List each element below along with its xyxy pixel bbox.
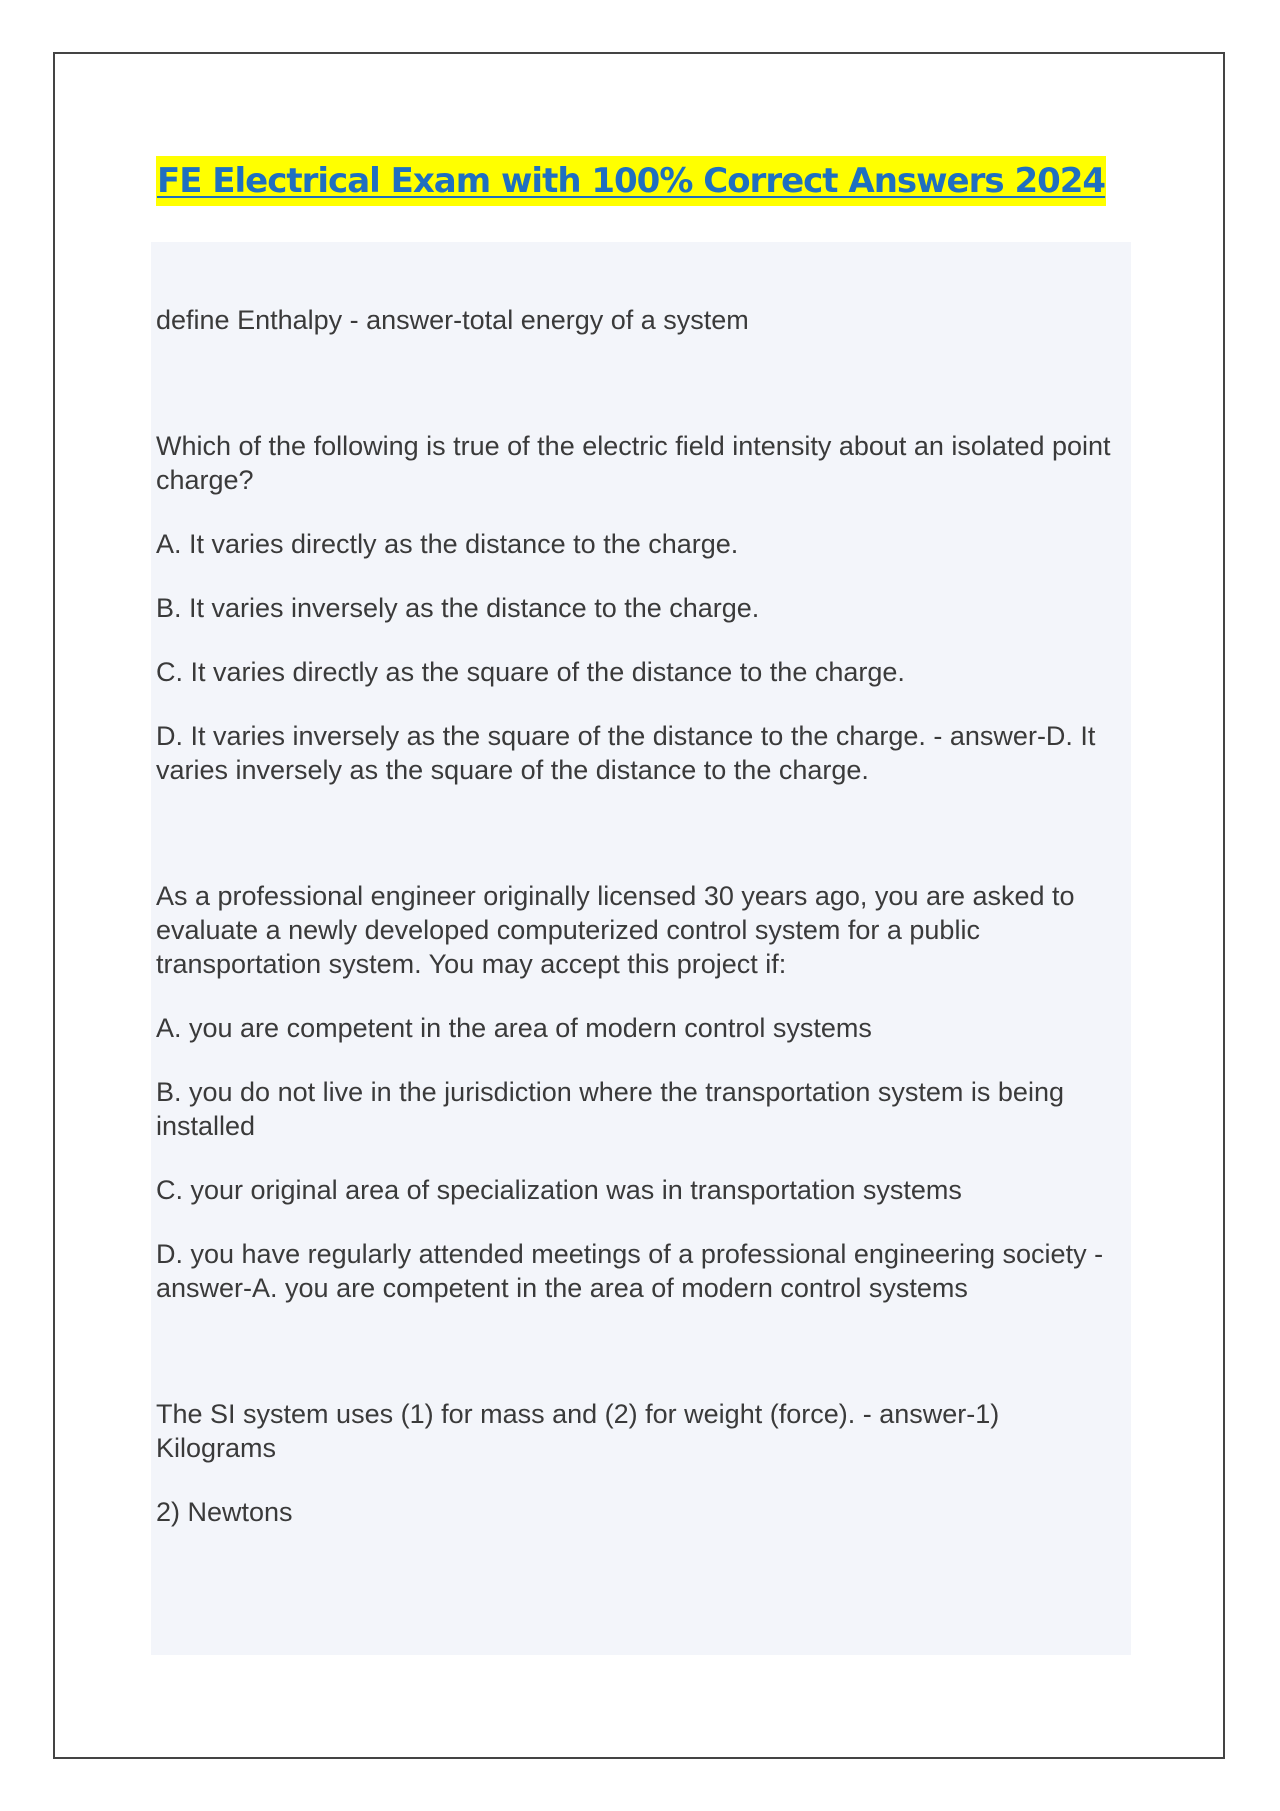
- document-title: FE Electrical Exam with 100% Correct Answers 2024: [156, 156, 1106, 206]
- question-enthalpy: define Enthalpy - answer-total energy of a system: [156, 305, 749, 335]
- option-a: A. It varies directly as the distance to the charge.: [156, 529, 739, 559]
- qa-list: [156, 303, 1116, 1529]
- answer-newtons: 2) Newtons: [156, 1497, 293, 1527]
- question-electric-field: Which of the following is true of the electric field intensity about an isolated point charge?: [156, 431, 1111, 495]
- option-d-answer: D. you have regularly attended meetings of a professional engineering society - answer-A. you are competent in the area of modern control systems: [156, 1239, 1104, 1303]
- option-c: C. your original area of specialization was in transportation systems: [156, 1175, 962, 1205]
- option-c: C. It varies directly as the square of the distance to the charge.: [156, 657, 905, 687]
- option-a: A. you are competent in the area of modern control systems: [156, 1013, 872, 1043]
- content-panel: [151, 242, 1131, 1655]
- option-b: B. you do not live in the jurisdiction where the transportation system is being installed: [156, 1077, 1064, 1141]
- option-b: B. It varies inversely as the distance to the charge.: [156, 593, 760, 623]
- option-d-answer: D. It varies inversely as the square of the distance to the charge. - answer-D. It varies inversely as the square of the distance to the charge.: [156, 721, 1096, 785]
- question-professional-engineer: As a professional engineer originally licensed 30 years ago, you are asked to evaluate a newly developed computerized control system for a public transportation system. You may accept this project if:: [156, 881, 1075, 979]
- question-si-system: The SI system uses (1) for mass and (2) for weight (force). - answer-1) Kilograms: [156, 1399, 1000, 1463]
